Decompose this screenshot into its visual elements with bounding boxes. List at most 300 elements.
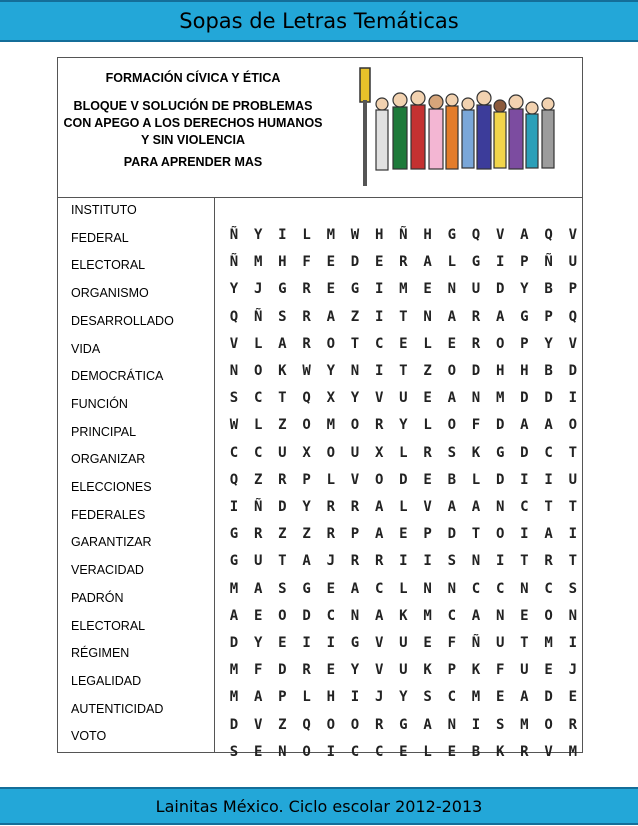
grid-cell[interactable]: T [568, 499, 578, 515]
grid-cell[interactable]: I [568, 526, 578, 543]
grid-cell[interactable]: E [326, 662, 336, 679]
grid-cell[interactable]: N [447, 281, 457, 298]
grid-cell[interactable]: L [423, 335, 432, 352]
grid-cell[interactable]: B [544, 281, 553, 298]
grid-cell[interactable]: H [520, 363, 529, 379]
grid-cell[interactable]: I [471, 716, 481, 733]
grid-cell[interactable]: C [495, 580, 505, 597]
grid-cell[interactable]: K [471, 444, 481, 461]
grid-cell[interactable]: P [423, 526, 432, 543]
grid-cell[interactable]: O [374, 471, 384, 488]
grid-cell[interactable]: E [423, 471, 432, 488]
grid-cell[interactable]: Z [302, 526, 311, 543]
grid-cell[interactable]: R [423, 444, 432, 461]
grid-cell[interactable]: O [253, 363, 263, 379]
grid-cell[interactable]: E [423, 390, 432, 407]
grid-cell[interactable]: O [326, 444, 336, 461]
grid-cell[interactable]: A [278, 335, 287, 352]
grid-cell[interactable]: Y [253, 635, 263, 651]
grid-cell[interactable]: Y [544, 335, 553, 352]
grid-cell[interactable]: I [374, 281, 384, 298]
grid-cell[interactable]: A [423, 716, 432, 733]
grid-cell[interactable]: N [495, 607, 505, 624]
grid-cell[interactable]: U [399, 635, 408, 651]
grid-cell[interactable]: M [568, 743, 578, 760]
grid-cell[interactable]: X [374, 444, 384, 461]
grid-cell[interactable]: E [399, 526, 408, 543]
grid-cell[interactable]: D [520, 444, 529, 461]
grid-cell[interactable]: B [447, 471, 457, 488]
grid-cell[interactable]: T [278, 390, 287, 407]
grid-cell[interactable]: Z [423, 363, 432, 379]
grid-cell[interactable]: O [447, 417, 457, 434]
grid-cell[interactable]: A [544, 526, 553, 543]
grid-cell[interactable]: C [374, 743, 384, 760]
grid-cell[interactable]: U [568, 254, 578, 271]
grid-cell[interactable]: I [229, 499, 239, 515]
grid-cell[interactable]: N [495, 499, 505, 515]
grid-cell[interactable]: C [229, 444, 239, 461]
grid-cell[interactable]: O [326, 716, 336, 733]
grid-cell[interactable]: L [302, 227, 311, 243]
grid-cell[interactable]: I [520, 526, 529, 543]
grid-cell[interactable]: R [399, 254, 408, 271]
grid-cell[interactable]: D [229, 635, 239, 651]
grid-cell[interactable]: D [447, 526, 457, 543]
grid-cell[interactable]: L [253, 417, 263, 434]
grid-cell[interactable]: N [447, 716, 457, 733]
grid-cell[interactable]: R [350, 553, 360, 570]
grid-cell[interactable]: X [302, 444, 311, 461]
grid-cell[interactable]: G [229, 553, 239, 570]
grid-cell[interactable]: T [399, 308, 408, 325]
grid-cell[interactable]: A [374, 526, 384, 543]
grid-cell[interactable]: M [229, 662, 239, 679]
grid-cell[interactable]: D [350, 254, 360, 271]
grid-cell[interactable]: M [253, 254, 263, 271]
grid-cell[interactable]: D [278, 499, 287, 515]
grid-cell[interactable]: A [374, 607, 384, 624]
grid-cell[interactable]: X [326, 390, 336, 407]
grid-cell[interactable]: U [350, 444, 360, 461]
grid-cell[interactable]: S [447, 444, 457, 461]
grid-cell[interactable]: R [374, 417, 384, 434]
grid-cell[interactable]: P [278, 689, 287, 706]
grid-cell[interactable]: D [495, 281, 505, 298]
grid-cell[interactable]: C [471, 580, 481, 597]
grid-cell[interactable]: H [423, 227, 432, 243]
grid-cell[interactable]: D [544, 390, 553, 407]
grid-cell[interactable]: I [495, 553, 505, 570]
grid-cell[interactable]: E [423, 281, 432, 298]
grid-cell[interactable]: E [278, 635, 287, 651]
grid-cell[interactable]: Q [471, 227, 481, 243]
grid-cell[interactable]: L [471, 471, 481, 488]
grid-cell[interactable]: G [302, 580, 311, 597]
grid-cell[interactable]: B [471, 743, 481, 760]
grid-cell[interactable]: V [568, 335, 578, 352]
grid-cell[interactable]: I [374, 308, 384, 325]
grid-cell[interactable]: E [447, 335, 457, 352]
grid-cell[interactable]: M [423, 607, 432, 624]
grid-cell[interactable]: O [495, 335, 505, 352]
grid-cell[interactable]: V [253, 716, 263, 733]
grid-cell[interactable]: J [374, 689, 384, 706]
grid-cell[interactable]: C [447, 689, 457, 706]
grid-cell[interactable]: R [278, 471, 287, 488]
grid-cell[interactable]: G [447, 227, 457, 243]
grid-cell[interactable]: S [229, 390, 239, 407]
grid-cell[interactable]: T [278, 553, 287, 570]
grid-cell[interactable]: S [423, 689, 432, 706]
grid-cell[interactable]: O [302, 417, 311, 434]
grid-cell[interactable]: D [229, 716, 239, 733]
grid-cell[interactable]: P [544, 308, 553, 325]
grid-cell[interactable]: Y [326, 363, 336, 379]
grid-cell[interactable]: O [302, 743, 311, 760]
grid-cell[interactable]: K [495, 743, 505, 760]
grid-cell[interactable]: R [544, 553, 553, 570]
grid-cell[interactable]: L [423, 417, 432, 434]
grid-cell[interactable]: V [350, 471, 360, 488]
grid-cell[interactable]: R [302, 281, 311, 298]
grid-cell[interactable]: A [302, 553, 311, 570]
grid-cell[interactable]: H [278, 254, 287, 271]
grid-cell[interactable]: K [399, 607, 408, 624]
grid-cell[interactable]: V [229, 335, 239, 352]
grid-cell[interactable]: K [278, 363, 287, 379]
grid-cell[interactable]: Z [278, 526, 287, 543]
grid-cell[interactable]: Q [229, 308, 239, 325]
grid-cell[interactable]: U [278, 444, 287, 461]
grid-cell[interactable]: S [447, 553, 457, 570]
grid-cell[interactable]: E [326, 580, 336, 597]
grid-cell[interactable]: F [253, 662, 263, 679]
grid-cell[interactable]: V [374, 635, 384, 651]
grid-cell[interactable]: T [350, 335, 360, 352]
grid-cell[interactable]: Y [350, 390, 360, 407]
grid-cell[interactable]: V [544, 743, 553, 760]
grid-cell[interactable]: O [447, 363, 457, 379]
grid-cell[interactable]: I [495, 254, 505, 271]
grid-cell[interactable]: R [520, 743, 529, 760]
grid-cell[interactable]: F [302, 254, 311, 271]
grid-cell[interactable]: E [520, 607, 529, 624]
grid-cell[interactable]: K [423, 662, 432, 679]
grid-cell[interactable]: L [302, 689, 311, 706]
grid-cell[interactable]: A [471, 499, 481, 515]
grid-cell[interactable]: M [326, 227, 336, 243]
grid-cell[interactable]: N [229, 363, 239, 379]
grid-cell[interactable]: M [520, 716, 529, 733]
grid-cell[interactable]: E [326, 254, 336, 271]
grid-cell[interactable]: T [568, 444, 578, 461]
grid-cell[interactable]: E [399, 743, 408, 760]
grid-cell[interactable]: L [399, 444, 408, 461]
grid-cell[interactable]: Q [302, 390, 311, 407]
grid-cell[interactable]: R [326, 499, 336, 515]
grid-cell[interactable]: U [471, 281, 481, 298]
grid-cell[interactable]: V [374, 390, 384, 407]
grid-cell[interactable]: N [447, 580, 457, 597]
grid-cell[interactable]: V [374, 662, 384, 679]
grid-cell[interactable]: G [350, 635, 360, 651]
grid-cell[interactable]: A [350, 580, 360, 597]
grid-cell[interactable]: G [495, 444, 505, 461]
grid-cell[interactable]: J [326, 553, 336, 570]
grid-cell[interactable]: F [471, 417, 481, 434]
grid-cell[interactable]: I [350, 689, 360, 706]
grid-cell[interactable]: H [326, 689, 336, 706]
grid-cell[interactable]: O [568, 417, 578, 434]
grid-cell[interactable]: U [520, 662, 529, 679]
grid-cell[interactable]: C [447, 607, 457, 624]
grid-cell[interactable]: E [326, 281, 336, 298]
grid-cell[interactable]: W [302, 363, 311, 379]
grid-cell[interactable]: P [302, 471, 311, 488]
grid-cell[interactable]: R [350, 499, 360, 515]
grid-cell[interactable]: O [350, 716, 360, 733]
grid-cell[interactable]: H [495, 363, 505, 379]
grid-cell[interactable]: A [253, 689, 263, 706]
grid-cell[interactable]: A [423, 254, 432, 271]
grid-cell[interactable]: E [447, 743, 457, 760]
grid-cell[interactable]: E [399, 335, 408, 352]
grid-cell[interactable]: P [350, 526, 360, 543]
grid-cell[interactable]: U [568, 471, 578, 488]
grid-cell[interactable]: G [399, 716, 408, 733]
grid-cell[interactable]: I [374, 363, 384, 379]
grid-cell[interactable]: A [447, 308, 457, 325]
grid-cell[interactable]: P [568, 281, 578, 298]
grid-cell[interactable]: D [278, 662, 287, 679]
grid-cell[interactable]: Y [302, 499, 311, 515]
grid-cell[interactable]: C [374, 580, 384, 597]
grid-cell[interactable]: Ñ [253, 499, 263, 515]
grid-cell[interactable]: U [253, 553, 263, 570]
grid-cell[interactable]: E [495, 689, 505, 706]
grid-cell[interactable]: L [399, 580, 408, 597]
grid-cell[interactable]: C [253, 444, 263, 461]
grid-cell[interactable]: M [229, 580, 239, 597]
grid-cell[interactable]: G [229, 526, 239, 543]
grid-cell[interactable]: S [568, 580, 578, 597]
grid-cell[interactable]: A [447, 499, 457, 515]
grid-cell[interactable]: Y [399, 417, 408, 434]
grid-cell[interactable]: T [544, 499, 553, 515]
grid-cell[interactable]: Ñ [229, 227, 239, 243]
grid-cell[interactable]: C [520, 499, 529, 515]
grid-cell[interactable]: S [229, 743, 239, 760]
grid-cell[interactable]: L [399, 499, 408, 515]
grid-cell[interactable]: W [229, 417, 239, 434]
grid-cell[interactable]: Q [568, 308, 578, 325]
grid-cell[interactable]: O [495, 526, 505, 543]
grid-cell[interactable]: Q [229, 471, 239, 488]
grid-cell[interactable]: Y [229, 281, 239, 298]
grid-cell[interactable]: M [399, 281, 408, 298]
grid-cell[interactable]: R [302, 662, 311, 679]
grid-cell[interactable]: M [495, 390, 505, 407]
grid-cell[interactable]: U [399, 662, 408, 679]
grid-cell[interactable]: A [471, 607, 481, 624]
grid-cell[interactable]: I [568, 635, 578, 651]
grid-cell[interactable]: H [374, 227, 384, 243]
grid-cell[interactable]: K [471, 662, 481, 679]
grid-cell[interactable]: R [374, 553, 384, 570]
grid-cell[interactable]: O [544, 716, 553, 733]
grid-cell[interactable]: T [520, 635, 529, 651]
grid-cell[interactable]: I [520, 471, 529, 488]
grid-cell[interactable]: L [326, 471, 336, 488]
grid-cell[interactable]: Y [253, 227, 263, 243]
grid-cell[interactable]: D [471, 363, 481, 379]
grid-cell[interactable]: C [253, 390, 263, 407]
grid-cell[interactable]: O [350, 417, 360, 434]
grid-cell[interactable]: O [326, 335, 336, 352]
grid-cell[interactable]: I [544, 471, 553, 488]
grid-cell[interactable]: N [520, 580, 529, 597]
grid-cell[interactable]: I [423, 553, 432, 570]
grid-cell[interactable]: Z [278, 417, 287, 434]
grid-cell[interactable]: N [423, 308, 432, 325]
grid-cell[interactable]: E [544, 662, 553, 679]
grid-cell[interactable]: N [278, 743, 287, 760]
grid-cell[interactable]: P [520, 254, 529, 271]
grid-cell[interactable]: B [544, 363, 553, 379]
grid-cell[interactable]: D [568, 363, 578, 379]
grid-cell[interactable]: L [447, 254, 457, 271]
grid-cell[interactable]: I [326, 635, 336, 651]
grid-cell[interactable]: M [326, 417, 336, 434]
grid-cell[interactable]: A [326, 308, 336, 325]
grid-cell[interactable]: P [447, 662, 457, 679]
grid-cell[interactable]: U [495, 635, 505, 651]
grid-cell[interactable]: E [423, 635, 432, 651]
grid-cell[interactable]: Y [399, 689, 408, 706]
grid-cell[interactable]: D [520, 390, 529, 407]
grid-cell[interactable]: S [278, 308, 287, 325]
grid-cell[interactable]: R [253, 526, 263, 543]
grid-cell[interactable]: U [399, 390, 408, 407]
grid-cell[interactable]: N [471, 553, 481, 570]
grid-cell[interactable]: Ñ [229, 254, 239, 271]
grid-cell[interactable]: C [374, 335, 384, 352]
grid-cell[interactable]: E [253, 743, 263, 760]
grid-cell[interactable]: O [544, 607, 553, 624]
grid-cell[interactable]: V [423, 499, 432, 515]
grid-cell[interactable]: I [568, 390, 578, 407]
grid-cell[interactable]: I [326, 743, 336, 760]
grid-cell[interactable]: V [495, 227, 505, 243]
grid-cell[interactable]: D [495, 417, 505, 434]
grid-cell[interactable]: G [278, 281, 287, 298]
grid-cell[interactable]: F [447, 635, 457, 651]
grid-cell[interactable]: I [399, 553, 408, 570]
grid-cell[interactable]: Q [302, 716, 311, 733]
grid-cell[interactable]: R [568, 716, 578, 733]
grid-cell[interactable]: Y [520, 281, 529, 298]
grid-cell[interactable]: Y [350, 662, 360, 679]
grid-cell[interactable]: A [495, 308, 505, 325]
grid-cell[interactable]: T [399, 363, 408, 379]
grid-cell[interactable]: R [302, 308, 311, 325]
grid-cell[interactable]: M [544, 635, 553, 651]
grid-cell[interactable]: Q [544, 227, 553, 243]
grid-cell[interactable]: O [278, 607, 287, 624]
grid-cell[interactable]: I [302, 635, 311, 651]
grid-cell[interactable]: A [520, 227, 529, 243]
grid-cell[interactable]: P [520, 335, 529, 352]
grid-cell[interactable]: R [471, 335, 481, 352]
grid-cell[interactable]: L [423, 743, 432, 760]
grid-cell[interactable]: D [302, 607, 311, 624]
grid-cell[interactable]: C [544, 444, 553, 461]
grid-cell[interactable]: G [350, 281, 360, 298]
grid-cell[interactable]: R [302, 335, 311, 352]
grid-cell[interactable]: Z [278, 716, 287, 733]
grid-cell[interactable]: D [399, 471, 408, 488]
grid-cell[interactable]: Ñ [544, 254, 553, 271]
grid-cell[interactable]: A [229, 607, 239, 624]
grid-cell[interactable]: A [520, 689, 529, 706]
grid-cell[interactable]: N [568, 607, 578, 624]
grid-cell[interactable]: C [544, 580, 553, 597]
grid-cell[interactable]: C [350, 743, 360, 760]
grid-cell[interactable]: E [374, 254, 384, 271]
grid-cell[interactable]: R [374, 716, 384, 733]
grid-cell[interactable]: R [471, 308, 481, 325]
grid-cell[interactable]: E [253, 607, 263, 624]
grid-cell[interactable]: C [326, 607, 336, 624]
grid-cell[interactable]: Ñ [253, 308, 263, 325]
grid-cell[interactable]: W [350, 227, 360, 243]
grid-cell[interactable]: V [568, 227, 578, 243]
grid-cell[interactable]: J [568, 662, 578, 679]
grid-cell[interactable]: D [544, 689, 553, 706]
grid-cell[interactable]: M [229, 689, 239, 706]
grid-cell[interactable]: G [471, 254, 481, 271]
grid-cell[interactable]: T [568, 553, 578, 570]
grid-cell[interactable]: G [520, 308, 529, 325]
grid-cell[interactable]: I [278, 227, 287, 243]
grid-cell[interactable]: Ñ [471, 635, 481, 651]
grid-cell[interactable]: A [374, 499, 384, 515]
grid-cell[interactable]: Ñ [399, 227, 408, 243]
grid-cell[interactable]: S [495, 716, 505, 733]
grid-cell[interactable]: N [423, 580, 432, 597]
grid-cell[interactable]: J [253, 281, 263, 298]
grid-cell[interactable]: D [495, 471, 505, 488]
grid-cell[interactable]: M [471, 689, 481, 706]
grid-cell[interactable]: T [471, 526, 481, 543]
grid-cell[interactable]: L [253, 335, 263, 352]
grid-cell[interactable]: E [568, 689, 578, 706]
grid-cell[interactable]: A [253, 580, 263, 597]
grid-cell[interactable]: F [495, 662, 505, 679]
grid-cell[interactable]: S [278, 580, 287, 597]
grid-cell[interactable]: Z [253, 471, 263, 488]
grid-cell[interactable]: A [520, 417, 529, 434]
grid-cell[interactable]: A [447, 390, 457, 407]
grid-cell[interactable]: N [350, 363, 360, 379]
grid-cell[interactable]: Z [350, 308, 360, 325]
grid-cell[interactable]: A [544, 417, 553, 434]
grid-cell[interactable]: N [471, 390, 481, 407]
grid-cell[interactable]: R [326, 526, 336, 543]
grid-cell[interactable]: N [350, 607, 360, 624]
grid-cell[interactable]: T [520, 553, 529, 570]
